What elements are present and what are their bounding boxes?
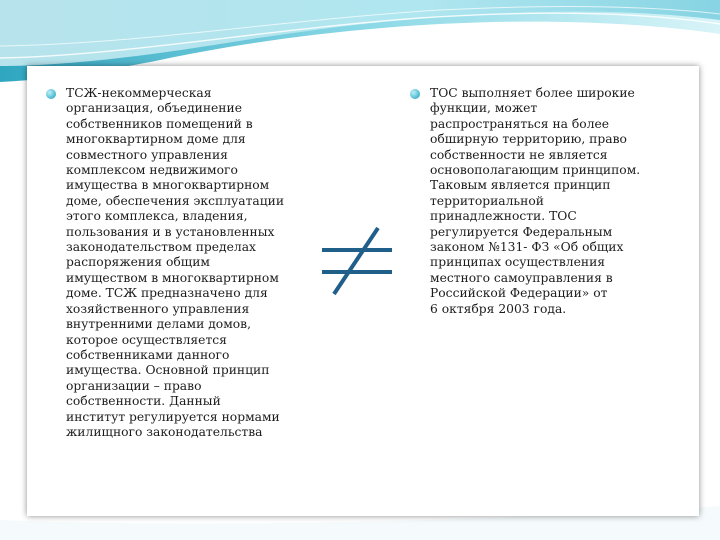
bullet-icon <box>410 89 420 99</box>
left-bullet <box>46 86 318 440</box>
right-bullet-text: ТОС выполняет более широкие функции, может распространяться на более обширную территорию, право собственности не является основополагающим принципом. Таковым является принцип территориальной принадлежности. ТОС регулируется Федеральным законом №131- ФЗ «Об общих принципах осуществления местного самоуправления в Российской Федерации» от 6 октября 2003 года. <box>430 86 641 316</box>
bullet-icon <box>46 89 56 99</box>
not-equal-sign-icon <box>318 226 398 296</box>
right-bullet <box>410 86 678 317</box>
left-bullet-text: ТСЖ-некоммерческая организация, объединение собственников помещений в многоквартирном доме для совместного управления комплексом недвижимого имущества в многоквартирном доме, обеспечения эксплуатации этого комплекса, владения, пользования и в установленных законодательством пределах распоряжения общим имуществом в многоквартирном доме. ТСЖ предназначено для хозяйственного управления внутренними делами домов, которое осуществляется собственниками данного имущества. Основной принцип организации – право собственности. Данный институт регулируется нормами жилищного законодательства <box>66 86 285 439</box>
